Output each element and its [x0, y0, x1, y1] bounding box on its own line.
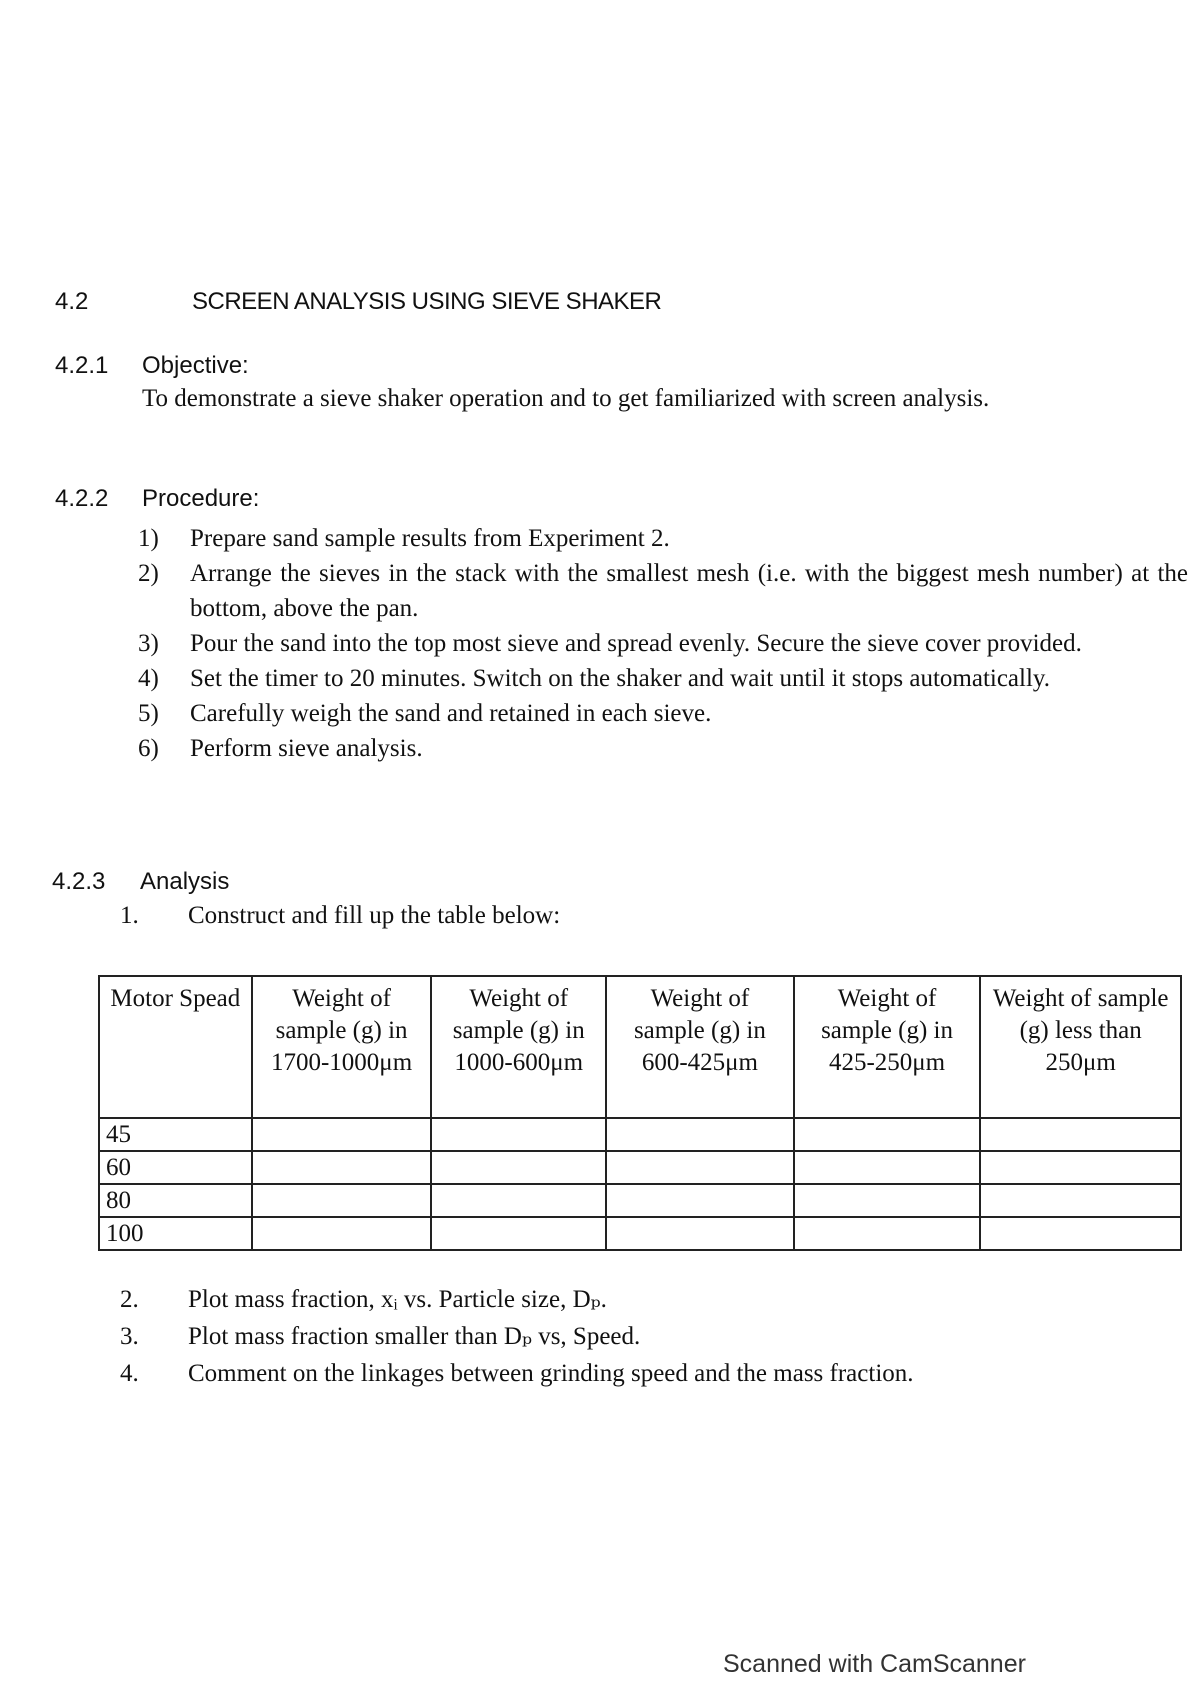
analysis-item — [120, 898, 1120, 933]
step-text: Carefully weigh the sand and retained in each sieve. — [190, 700, 712, 727]
table-cell — [980, 1184, 1181, 1217]
analysis-item-number: 4. — [120, 1360, 139, 1387]
table-cell — [606, 1184, 794, 1217]
header-weight-less-250: Weight of sample (g) less than 250μm — [980, 976, 1181, 1118]
table-cell — [794, 1184, 981, 1217]
analysis-item-text: Comment on the linkages between grinding speed and the mass fraction. — [188, 1360, 914, 1387]
step-number: 4) — [138, 665, 159, 692]
step-text: Set the timer to 20 minutes. Switch on the shaker and wait until it stops automatically. — [190, 665, 1051, 692]
table-cell — [794, 1217, 981, 1250]
header-weight-1700-1000: Weight of sample (g) in 1700-1000μm — [252, 976, 432, 1118]
procedure-heading: Procedure: — [142, 485, 260, 512]
analysis-item-number: 3. — [120, 1323, 139, 1350]
analysis-item-text: Construct and fill up the table below: — [188, 902, 561, 929]
step-text: Prepare sand sample results from Experiment 2. — [190, 525, 670, 552]
table-row — [99, 1118, 1181, 1151]
analysis-item — [120, 1282, 1120, 1317]
table-cell — [431, 1151, 606, 1184]
objective-text: To demonstrate a sieve shaker operation and to get familiarized with screen analysis. — [142, 385, 990, 412]
step-text: Arrange the sieves in the stack with the smallest mesh (i.e. with the biggest mesh number) at the bottom, above the pan. — [190, 560, 1188, 622]
table-cell — [252, 1151, 432, 1184]
cell-motor-speed: 45 — [99, 1118, 252, 1151]
procedure-number: 4.2.2 — [55, 485, 109, 512]
table-cell — [794, 1118, 981, 1151]
analysis-item — [120, 1356, 1120, 1391]
analysis-item-text: Plot mass fraction smaller than Dₚ vs, Speed. — [188, 1323, 641, 1350]
step-number: 5) — [138, 700, 159, 727]
analysis-item-number: 1. — [120, 902, 139, 929]
analysis-item — [120, 1319, 1120, 1354]
table-cell — [431, 1118, 606, 1151]
step-text: Perform sieve analysis. — [190, 735, 423, 762]
procedure-step — [138, 556, 1188, 626]
table-cell — [431, 1184, 606, 1217]
procedure-step — [138, 626, 1188, 661]
procedure-step — [138, 521, 1188, 556]
sieve-data-table — [98, 975, 1182, 1251]
procedure-step — [138, 731, 1188, 766]
objective-heading: Objective: — [142, 352, 249, 379]
procedure-step — [138, 696, 1188, 731]
table-cell — [606, 1151, 794, 1184]
table-header-row — [99, 976, 1181, 1118]
table-cell — [980, 1151, 1181, 1184]
table-row — [99, 1184, 1181, 1217]
cell-motor-speed: 60 — [99, 1151, 252, 1184]
table-cell — [606, 1118, 794, 1151]
section-number: 4.2 — [55, 288, 89, 315]
table-cell — [980, 1217, 1181, 1250]
header-weight-600-425: Weight of sample (g) in 600-425μm — [606, 976, 794, 1118]
table-cell — [252, 1118, 432, 1151]
table-cell — [252, 1184, 432, 1217]
header-motor-speed: Motor Spead — [99, 976, 252, 1118]
procedure-steps — [138, 521, 1188, 766]
analysis-item-text: Plot mass fraction, xᵢ vs. Particle size, Dₚ. — [188, 1286, 607, 1313]
cell-motor-speed: 100 — [99, 1217, 252, 1250]
step-number: 2) — [138, 560, 159, 587]
step-number: 1) — [138, 525, 159, 552]
table-cell — [431, 1217, 606, 1250]
table-cell — [606, 1217, 794, 1250]
analysis-item-number: 2. — [120, 1286, 139, 1313]
procedure-step — [138, 661, 1188, 696]
step-text: Pour the sand into the top most sieve and spread evenly. Secure the sieve cover provided. — [190, 630, 1082, 657]
step-number: 6) — [138, 735, 159, 762]
table-row — [99, 1217, 1181, 1250]
objective-number: 4.2.1 — [55, 352, 109, 379]
header-weight-1000-600: Weight of sample (g) in 1000-600μm — [431, 976, 606, 1118]
step-number: 3) — [138, 630, 159, 657]
analysis-heading: Analysis — [140, 868, 230, 895]
table-row — [99, 1151, 1181, 1184]
cell-motor-speed: 80 — [99, 1184, 252, 1217]
section-title: SCREEN ANALYSIS USING SIEVE SHAKER — [192, 288, 662, 315]
analysis-number: 4.2.3 — [52, 868, 106, 895]
table-cell — [980, 1118, 1181, 1151]
header-weight-425-250: Weight of sample (g) in 425-250μm — [794, 976, 981, 1118]
table-cell — [252, 1217, 432, 1250]
table-cell — [794, 1151, 981, 1184]
scanner-watermark: Scanned with CamScanner — [723, 1650, 1026, 1678]
